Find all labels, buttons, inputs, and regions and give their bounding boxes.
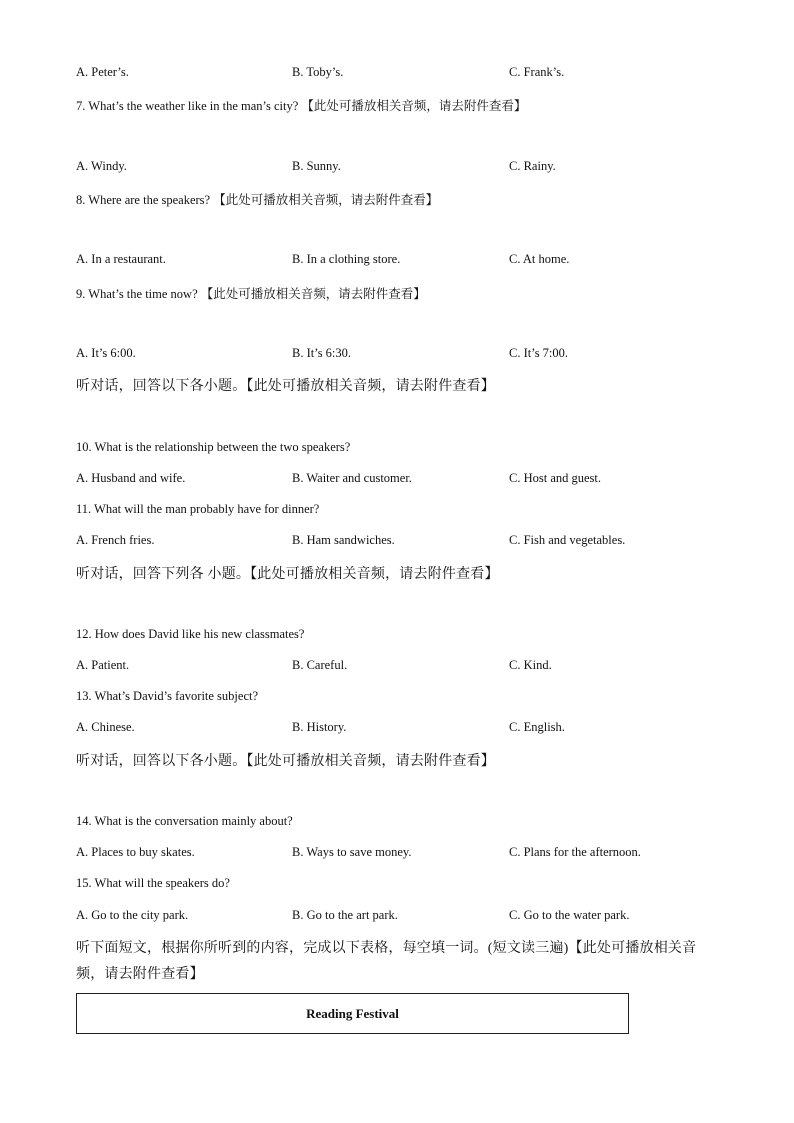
question-15: 15. What will the speakers do? [76, 876, 230, 890]
question-8: 8. Where are the speakers? 【此处可播放相关音频，请去附件查看】 [76, 193, 439, 207]
option-b: B. Waiter and customer. [292, 471, 412, 485]
option-a: A. French fries. [76, 533, 155, 547]
section-instruction: 听对话，回答下列各 小题。【此处可播放相关音频，请去附件查看】 [76, 567, 499, 582]
question-11: 11. What will the man probably have for dinner? [76, 502, 320, 516]
option-a: A. Chinese. [76, 720, 135, 734]
question-13: 13. What’s David’s favorite subject? [76, 689, 259, 703]
option-c: C. At home. [509, 252, 570, 266]
reading-festival-table [76, 993, 629, 1034]
section-instruction: 听下面短文，根据你所听到的内容，完成以下表格，每空填一词。(短文读三遍)【此处可播放相关音 [76, 941, 697, 956]
question-14: 14. What is the conversation mainly about? [76, 814, 293, 828]
option-b: B. Toby’s. [292, 65, 344, 79]
option-b: B. Ham sandwiches. [292, 533, 395, 547]
section-instruction-continued: 频，请去附件查看】 [76, 967, 204, 982]
question-10: 10. What is the relationship between the two speakers? [76, 440, 351, 454]
option-b: B. Sunny. [292, 159, 341, 173]
section-instruction: 听对话，回答以下各小题。【此处可播放相关音频，请去附件查看】 [76, 379, 495, 394]
option-b: B. Go to the art park. [292, 908, 398, 922]
option-c: C. Kind. [509, 658, 552, 672]
table-title: Reading Festival [306, 1005, 399, 1021]
option-c: C. Frank’s. [509, 65, 565, 79]
question-7: 7. What’s the weather like in the man’s city? 【此处可播放相关音频，请去附件查看】 [76, 99, 527, 113]
option-a: A. Places to buy skates. [76, 845, 195, 859]
option-c: C. Go to the water park. [509, 908, 630, 922]
option-c: C. Host and guest. [509, 471, 602, 485]
question-9: 9. What’s the time now? 【此处可播放相关音频，请去附件查看】 [76, 287, 426, 301]
option-c: C. Fish and vegetables. [509, 533, 626, 547]
option-c: C. Rainy. [509, 159, 556, 173]
option-a: A. Windy. [76, 159, 127, 173]
section-instruction: 听对话，回答以下各小题。【此处可播放相关音频，请去附件查看】 [76, 754, 495, 769]
option-a: A. Go to the city park. [76, 908, 189, 922]
option-b: B. Ways to save money. [292, 845, 412, 859]
option-c: C. It’s 7:00. [509, 346, 569, 360]
option-a: A. Husband and wife. [76, 471, 186, 485]
option-a: A. Peter’s. [76, 65, 129, 79]
option-a: A. It’s 6:00. [76, 346, 136, 360]
option-a: A. Patient. [76, 658, 130, 672]
option-b: B. History. [292, 720, 347, 734]
option-c: C. English. [509, 720, 565, 734]
option-b: B. It’s 6:30. [292, 346, 352, 360]
option-b: B. In a clothing store. [292, 252, 401, 266]
option-b: B. Careful. [292, 658, 348, 672]
question-12: 12. How does David like his new classmates? [76, 627, 305, 641]
option-a: A. In a restaurant. [76, 252, 166, 266]
option-c: C. Plans for the afternoon. [509, 845, 641, 859]
